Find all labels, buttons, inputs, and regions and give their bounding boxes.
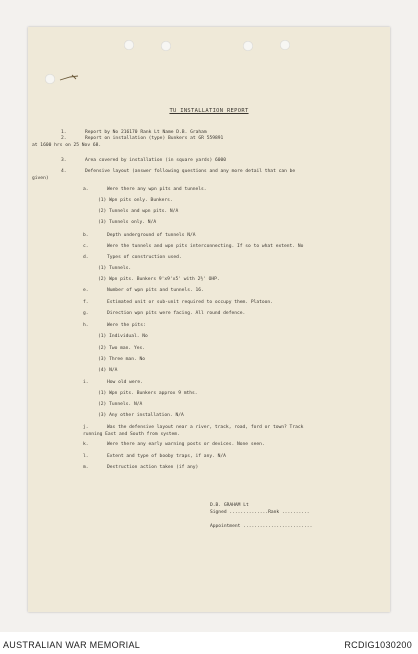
report-line xyxy=(83,454,226,460)
line-text: (3) Tunnels only. N/A xyxy=(98,220,157,225)
line-text: running East and South from system. xyxy=(83,432,180,437)
report-line xyxy=(61,158,226,164)
line-text: Report by No 216170 Rank Lt Name D.B. Graham xyxy=(85,130,207,135)
line-text: Report on installation (type) Bunkers at GR 559891 xyxy=(85,136,224,141)
line-text: Defensive layout (answer following questions and any more detail that can be xyxy=(85,169,296,174)
punch-hole xyxy=(124,40,134,50)
line-text: (1) Wpn pits. Bunkers approx 9 mths. xyxy=(98,391,198,396)
line-text: given) xyxy=(32,176,49,181)
signed-line: Signed ..............Rank .......... xyxy=(210,510,310,515)
line-marker: a. xyxy=(83,187,89,192)
footer-archive-name: AUSTRALIAN WAR MEMORIAL xyxy=(3,640,141,650)
report-line xyxy=(98,368,117,374)
report-line xyxy=(98,402,142,408)
line-marker: h. xyxy=(83,323,89,328)
report-line xyxy=(83,380,143,386)
line-marker: i. xyxy=(83,380,89,385)
footer-record-id: RCDIG1030200 xyxy=(344,640,412,650)
report-line xyxy=(83,442,265,448)
report-line xyxy=(83,187,207,193)
report-line xyxy=(83,255,182,261)
punch-hole xyxy=(45,74,55,84)
line-text: Were the tunnels and wpn pits interconnecting. If so to what extent. No xyxy=(107,244,304,249)
line-text: (1) Tunnels. xyxy=(98,266,132,271)
line-marker: c. xyxy=(83,244,89,249)
line-text: (1) Individual. No xyxy=(98,334,148,339)
line-text: Types of construction used. xyxy=(107,255,182,260)
line-text: (2) Wpn pits. Bunkers 9'x9'x5' with 2½' OHP. xyxy=(98,277,220,282)
line-marker: e. xyxy=(83,288,89,293)
report-line xyxy=(98,391,198,397)
report-title: TU INSTALLATION REPORT xyxy=(169,108,249,114)
report-line xyxy=(83,244,303,250)
line-marker: 1. xyxy=(61,130,67,135)
line-text: How old were. xyxy=(107,380,143,385)
line-marker: m. xyxy=(83,465,89,470)
report-page xyxy=(28,27,390,612)
signature-name: D.B. GRAHAM Lt xyxy=(210,503,249,508)
report-line xyxy=(32,176,49,182)
line-text: (3) Three man. No xyxy=(98,357,146,362)
report-line xyxy=(83,465,198,471)
report-line xyxy=(83,432,180,438)
line-text: (2) Two man. Yes. xyxy=(98,346,146,351)
punch-hole xyxy=(280,40,290,50)
report-line xyxy=(98,413,184,419)
line-marker: f. xyxy=(83,300,89,305)
report-line xyxy=(98,277,220,283)
line-text: Area covered by installation (in square yards) 6000 xyxy=(85,158,227,163)
line-text: Were the pits: xyxy=(107,323,146,328)
line-marker: 3. xyxy=(61,158,67,163)
line-text: Was the defensive layout near a river, track, road, ford or town? Track xyxy=(107,425,304,430)
line-marker: j. xyxy=(83,425,89,430)
report-line xyxy=(61,136,223,142)
line-text: (2) Tunnels and wpn pits. N/A xyxy=(98,209,179,214)
punch-hole xyxy=(161,41,171,51)
line-marker: b. xyxy=(83,233,89,238)
line-marker: 4. xyxy=(61,169,67,174)
line-text: Extent and type of booby traps, if any. N/A xyxy=(107,454,226,459)
line-marker: l. xyxy=(83,454,89,459)
report-line xyxy=(98,334,148,340)
line-marker: g. xyxy=(83,311,89,316)
punch-hole xyxy=(243,41,253,51)
report-line xyxy=(98,209,178,215)
pencil-mark xyxy=(58,74,86,82)
line-text: (1) Wpn pits only. Bunkers. xyxy=(98,198,173,203)
report-line xyxy=(83,288,204,294)
report-line xyxy=(98,266,131,272)
line-text: Were there any wpn pits and tunnels. xyxy=(107,187,207,192)
line-marker: d. xyxy=(83,255,89,260)
report-line xyxy=(61,130,207,136)
report-line xyxy=(98,357,145,363)
line-text: (4) N/A xyxy=(98,368,118,373)
line-text: (3) Any other installation. N/A xyxy=(98,413,184,418)
report-line xyxy=(98,198,173,204)
report-line xyxy=(83,425,303,431)
line-text: Destruction action taken (if any) xyxy=(107,465,199,470)
report-line xyxy=(83,300,273,306)
report-line xyxy=(83,323,146,329)
line-text: Number of wpn pits and tunnels. 16. xyxy=(107,288,204,293)
line-marker: 2. xyxy=(61,136,67,141)
line-marker: k. xyxy=(83,442,89,447)
line-text: (2) Tunnels. N/A xyxy=(98,402,143,407)
report-line xyxy=(61,169,295,175)
line-text: Direction wpn pits were facing. All round defence. xyxy=(107,311,246,316)
appointment-line: Appointment ......................... xyxy=(210,524,313,529)
line-text: at 1600 hrs on 25 Nov 68. xyxy=(32,143,102,148)
line-text: Depth underground of tunnels N/A xyxy=(107,233,196,238)
line-text: Estimated unit or sub-unit required to occupy them. Platoon. xyxy=(107,300,273,305)
report-line xyxy=(98,220,156,226)
line-text: Were there any early warning posts or devices. None seen. xyxy=(107,442,265,447)
report-line xyxy=(83,311,245,317)
report-line xyxy=(98,346,145,352)
report-line xyxy=(83,233,196,239)
report-line xyxy=(32,143,101,149)
